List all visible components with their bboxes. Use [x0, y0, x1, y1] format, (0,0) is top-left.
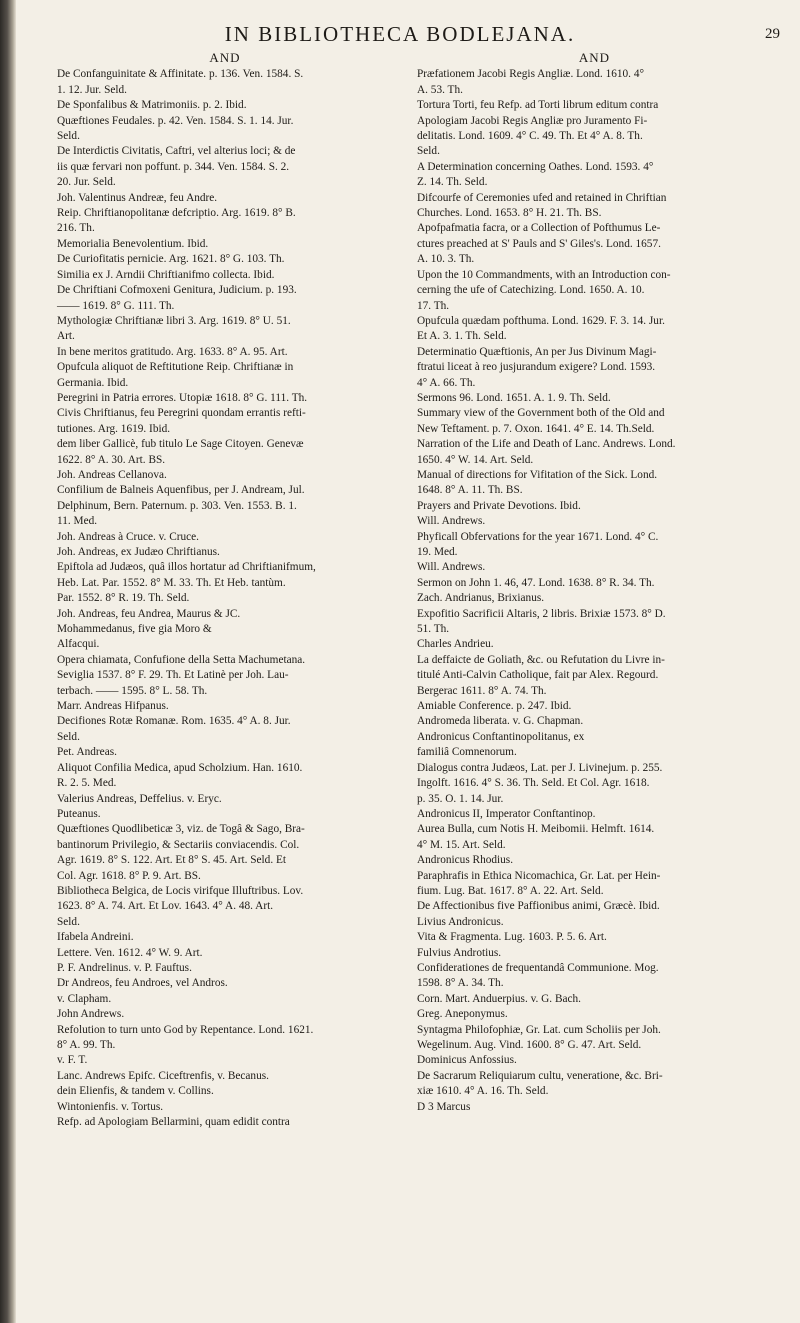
catalogue-line: 1622. 8° A. 30. Art. BS. — [57, 453, 166, 466]
catalogue-line: dein Elienfis, & tandem v. Collins. — [57, 1085, 214, 1098]
catalogue-line: Joh. Andreas Cellanova. — [57, 468, 167, 481]
catalogue-line: Aurea Bulla, cum Notis H. Meibomii. Helmft. 1614. — [417, 823, 655, 836]
catalogue-line: 216. Th. — [57, 222, 95, 235]
catalogue-line: Mythologiæ Chriftianæ libri 3. Arg. 1619. 8° U. 51. — [57, 314, 291, 327]
catalogue-line: D 3 Marcus — [417, 1100, 471, 1113]
catalogue-line: 8° A. 99. Th. — [57, 1039, 116, 1051]
catalogue-line: Joh. Andreas à Cruce. v. Cruce. — [57, 530, 200, 543]
right-column — [417, 50, 772, 1115]
catalogue-line: Andromeda liberata. v. G. Chapman. — [417, 715, 584, 728]
catalogue-line: Et A. 3. 1. Th. Seld. — [417, 330, 507, 343]
catalogue-line: 19. Med. — [417, 546, 458, 558]
catalogue-line: De Sacrarum Reliquiarum cultu, veneratione, &c. Bri- — [417, 1069, 663, 1082]
catalogue-line: Bergerac 1611. 8° A. 74. Th. — [417, 684, 547, 697]
catalogue-line: ftratui liceat à reo jusjurandum exigere? Lond. 1593. — [417, 361, 656, 374]
catalogue-line: De Sponfalibus & Matrimoniis. p. 2. Ibid. — [57, 99, 247, 112]
catalogue-line: Will. Andrews. — [417, 561, 486, 574]
catalogue-line: Marr. Andreas Hifpanus. — [57, 700, 169, 713]
book-binding-edge — [0, 0, 16, 1323]
catalogue-line: Mohammedanus, five gia Moro & — [57, 623, 212, 636]
catalogue-line: 20. Jur. Seld. — [57, 176, 116, 189]
catalogue-line: Dialogus contra Judæos, Lat. per J. Livinejum. p. 255. — [417, 761, 663, 774]
catalogue-line: Summary view of the Government both of the Old and — [417, 407, 665, 420]
catalogue-line: De Interdictis Civitatis, Caftri, vel alterius loci; & de — [57, 145, 296, 158]
catalogue-line: Will. Andrews. — [417, 515, 486, 528]
catalogue-line: Apofpafmatia facra, or a Collection of Pofthumus Le- — [417, 222, 661, 235]
catalogue-line: Puteanus. — [57, 807, 101, 820]
catalogue-line: fium. Lug. Bat. 1617. 8° A. 22. Art. Seld. — [417, 884, 604, 897]
catalogue-line: Sermons 96. Lond. 1651. A. 1. 9. Th. Seld. — [417, 391, 611, 404]
catalogue-line: —— 1619. 8° G. 111. Th. — [57, 299, 175, 312]
catalogue-line: De Affectionibus five Paffionibus animi, Græcè. Ibid. — [417, 900, 660, 913]
catalogue-line: v. Clapham. — [57, 992, 112, 1005]
catalogue-line: 51. Th. — [417, 623, 450, 636]
catalogue-line: 4° M. 15. Art. Seld. — [417, 838, 506, 851]
catalogue-line: Livius Andronicus. — [417, 915, 504, 928]
catalogue-line: Similia ex J. Arndii Chriftianifmo collecta. Ibid. — [57, 268, 275, 281]
catalogue-line: Refp. ad Apologiam Bellarmini, quam edidit contra — [57, 1116, 290, 1129]
catalogue-line: Reip. Chriftianopolitanæ defcriptio. Arg. 1619. 8° B. — [57, 207, 296, 220]
catalogue-line: Upon the 10 Commandments, with an Introduction con- — [417, 268, 671, 281]
catalogue-line: Opufcula aliquot de Reftitutione Reip. Chriftianæ in — [57, 361, 294, 374]
catalogue-line: Ingolft. 1616. 4° S. 36. Th. Seld. Et Col. Agr. 1618. — [417, 777, 650, 790]
catalogue-line: Alfacqui. — [57, 638, 100, 651]
catalogue-line: Zach. Andrianus, Brixianus. — [417, 592, 545, 605]
catalogue-line: Joh. Andreas, ex Judæo Chriftianus. — [57, 546, 220, 558]
catalogue-line: Memorialia Benevolentium. Ibid. — [57, 237, 209, 250]
catalogue-line: Civis Chriftianus, feu Peregrini quondam errantis refti- — [57, 407, 306, 420]
catalogue-line: Bibliotheca Belgica, de Locis virifque Illuftribus. Lov. — [57, 884, 304, 897]
left-column-lines — [57, 67, 393, 1130]
catalogue-line: xiæ 1610. 4° A. 16. Th. Seld. — [417, 1085, 549, 1098]
catalogue-line: Joh. Andreas, feu Andrea, Maurus & JC. — [57, 607, 241, 620]
catalogue-line: Seld. — [57, 130, 80, 143]
catalogue-line: Z. 14. Th. Seld. — [417, 176, 488, 189]
catalogue-line: Fulvius Androtius. — [417, 946, 502, 959]
catalogue-line: De Curiofitatis pernicie. Arg. 1621. 8° G. 103. Th. — [57, 253, 285, 266]
catalogue-line: iis quæ fervari non poffunt. p. 344. Ven. 1584. S. 2. — [57, 160, 290, 173]
catalogue-line: Tortura Torti, feu Refp. ad Torti librum editum contra — [417, 99, 659, 112]
catalogue-line: Amiable Conference. p. 247. Ibid. — [417, 700, 572, 713]
catalogue-line: 4° A. 66. Th. — [417, 376, 476, 389]
catalogue-line: Refolution to turn unto God by Repentance. Lond. 1621. — [57, 1023, 314, 1036]
catalogue-line: Pet. Andreas. — [57, 746, 117, 759]
catalogue-line: Prayers and Private Devotions. Ibid. — [417, 499, 581, 512]
catalogue-line: Churches. Lond. 1653. 8° H. 21. Th. BS. — [417, 207, 602, 220]
catalogue-line: Aliquot Confilia Medica, apud Scholzium. Han. 1610. — [57, 761, 303, 774]
catalogue-line: delitatis. Lond. 1609. 4° C. 49. Th. Et 4° A. 8. Th. — [417, 130, 643, 143]
left-column — [57, 50, 393, 1130]
catalogue-line: Greg. Aneponymus. — [417, 1008, 508, 1021]
catalogue-line: 1623. 8° A. 74. Art. Et Lov. 1643. 4° A. 48. Art. — [57, 900, 274, 913]
catalogue-line: 1650. 4° W. 14. Art. Seld. — [417, 453, 534, 466]
catalogue-line: Col. Agr. 1618. 8° P. 9. Art. BS. — [57, 869, 201, 882]
catalogue-line: Syntagma Philofophiæ, Gr. Lat. cum Scholiis per Joh. — [417, 1023, 661, 1036]
right-column-lines — [417, 67, 772, 1115]
catalogue-line: A. 53. Th. — [417, 83, 463, 96]
page-header — [60, 22, 780, 52]
catalogue-line: Seviglia 1537. 8° F. 29. Th. Et Latinè per Joh. Lau- — [57, 669, 289, 682]
catalogue-line: ctures preached at S' Pauls and S' Giles's. Lond. 1657. — [417, 237, 661, 250]
catalogue-line: Charles Andrieu. — [417, 638, 494, 651]
catalogue-line: Opera chiamata, Confufione della Setta Machumetana. — [57, 653, 306, 666]
catalogue-line: Agr. 1619. 8° S. 122. Art. Et 8° S. 45. Art. Seld. Et — [57, 854, 287, 867]
catalogue-line: Narration of the Life and Death of Lanc. Andrews. Lond. — [417, 438, 676, 451]
catalogue-line: 1598. 8° A. 34. Th. — [417, 977, 504, 990]
catalogue-line: titulé Anti-Calvin Catholique, fait par Alex. Regourd. — [417, 669, 659, 682]
catalogue-line: Ifabela Andreini. — [57, 931, 134, 944]
catalogue-line: Difcourfe of Ceremonies ufed and retained in Chriftian — [417, 191, 667, 204]
catalogue-line: 17. Th. — [417, 299, 450, 312]
catalogue-line: 11. Med. — [57, 515, 98, 528]
catalogue-line: cerning the ufe of Catechizing. Lond. 1650. A. 10. — [417, 284, 645, 297]
page-number: 29 — [765, 26, 780, 42]
catalogue-line: Valerius Andreas, Deffelius. v. Eryc. — [57, 792, 222, 805]
catalogue-line: Phyficall Obfervations for the year 1671. Lond. 4° C. — [417, 530, 659, 543]
catalogue-line: Andronicus Rhodius. — [417, 854, 514, 867]
catalogue-line: Lettere. Ven. 1612. 4° W. 9. Art. — [57, 946, 203, 959]
catalogue-line: Art. — [57, 330, 75, 343]
catalogue-line: Peregrini in Patria errores. Utopiæ 1618. 8° G. 111. Th. — [57, 391, 308, 404]
catalogue-line: p. 35. O. 1. 14. Jur. — [417, 792, 504, 805]
catalogue-line: Seld. — [417, 145, 440, 158]
catalogue-line: La deffaicte de Goliath, &c. ou Refutation du Livre in- — [417, 653, 665, 666]
catalogue-line: tutiones. Arg. 1619. Ibid. — [57, 422, 171, 435]
catalogue-line: New Teftament. p. 7. Oxon. 1641. 4° E. 14. Th.Seld. — [417, 422, 655, 435]
catalogue-line: De Chriftiani Cofmoxeni Genitura, Judicium. p. 193. — [57, 284, 297, 297]
catalogue-line: dem liber Gallicè, fub titulo Le Sage Citoyen. Genevæ — [57, 438, 304, 451]
catalogue-line: 1. 12. Jur. Seld. — [57, 83, 127, 96]
catalogue-line: Opufcula quædam pofthuma. Lond. 1629. F. 3. 14. Jur. — [417, 314, 665, 327]
catalogue-line: De Confanguinitate & Affinitate. p. 136. Ven. 1584. S. — [57, 68, 304, 81]
catalogue-line: Confilium de Balneis Aquenfibus, per J. Andream, Jul. — [57, 484, 305, 497]
running-title: IN BIBLIOTHECA BODLEJANA. — [224, 22, 576, 46]
catalogue-line: Seld. — [57, 915, 80, 928]
catalogue-line: Andronicus Conftantinopolitanus, ex — [417, 730, 585, 743]
catalogue-line: Dr Andreos, feu Androes, vel Andros. — [57, 977, 228, 990]
catalogue-line: terbach. —— 1595. 8° L. 58. Th. — [57, 684, 208, 697]
catalogue-line: bantinorum Privilegio, & Sectariis conviacendis. Col. — [57, 838, 300, 851]
catalogue-line: A. 10. 3. Th. — [417, 253, 475, 266]
catalogue-line: Manual of directions for Vifitation of the Sick. Lond. — [417, 468, 658, 481]
catalogue-line: R. 2. 5. Med. — [57, 777, 117, 790]
catalogue-line: Germania. Ibid. — [57, 376, 129, 389]
catalogue-line: In bene meritos gratitudo. Arg. 1633. 8° A. 95. Art. — [57, 345, 288, 358]
catalogue-line: Dominicus Anfossius. — [417, 1054, 517, 1067]
catalogue-line: Par. 1552. 8° R. 19. Th. Seld. — [57, 592, 190, 605]
catalogue-line: Epiftola ad Judæos, quâ illos hortatur ad Chriftianifmum, — [57, 561, 316, 574]
left-column-heading: AND — [209, 50, 241, 65]
catalogue-line: Determinatio Quæftionis, An per Jus Divinum Magi- — [417, 345, 657, 358]
catalogue-line: Seld. — [57, 730, 80, 743]
catalogue-line: Vita & Fragmenta. Lug. 1603. P. 5. 6. Art. — [417, 931, 607, 944]
catalogue-line: Apologiam Jacobi Regis Angliæ pro Juramento Fi- — [417, 114, 648, 127]
catalogue-line: John Andrews. — [57, 1008, 125, 1021]
catalogue-line: A Determination concerning Oathes. Lond. 1593. 4° — [417, 160, 654, 173]
right-column-heading: AND — [578, 50, 611, 65]
catalogue-line: Quæftiones Quodlibeticæ 3, viz. de Togâ & Sago, Bra- — [57, 823, 305, 836]
catalogue-line: Expofitio Sacrificii Altaris, 2 libris. Brixiæ 1573. 8° D. — [417, 607, 666, 620]
catalogue-line: Confiderationes de frequentandâ Communione. Mog. — [417, 961, 659, 974]
catalogue-line: Joh. Valentinus Andreæ, feu Andre. — [57, 191, 218, 204]
catalogue-line: Wegelinum. Aug. Vind. 1600. 8° G. 47. Art. Seld. — [417, 1039, 642, 1051]
catalogue-line: Delphinum, Bern. Paternum. p. 303. Ven. 1553. B. 1. — [57, 499, 297, 512]
catalogue-line: Wintonienfis. v. Tortus. — [57, 1100, 164, 1113]
catalogue-line: P. F. Andrelinus. v. P. Fauftus. — [57, 961, 192, 974]
catalogue-line: Andronicus II, Imperator Conftantinop. — [417, 807, 596, 820]
catalogue-line: Heb. Lat. Par. 1552. 8° M. 33. Th. Et Heb. tantùm. — [57, 576, 286, 589]
catalogue-line: Corn. Mart. Anduerpius. v. G. Bach. — [417, 992, 581, 1005]
catalogue-line: Præfationem Jacobi Regis Angliæ. Lond. 1610. 4° — [417, 68, 644, 81]
catalogue-line: Decifiones Rotæ Romanæ. Rom. 1635. 4° A. 8. Jur. — [57, 715, 291, 728]
catalogue-line: v. F. T. — [57, 1054, 88, 1067]
catalogue-line: Paraphrafis in Ethica Nicomachica, Gr. Lat. per Hein- — [417, 869, 661, 882]
catalogue-line: Quæftiones Feudales. p. 42. Ven. 1584. S. 1. 14. Jur. — [57, 114, 294, 127]
catalogue-line: Sermon on John 1. 46, 47. Lond. 1638. 8° R. 34. Th. — [417, 576, 655, 589]
catalogue-line: 1648. 8° A. 11. Th. BS. — [417, 484, 523, 497]
catalogue-line: Lanc. Andrews Epifc. Ciceftrenfis, v. Becanus. — [57, 1069, 269, 1082]
catalogue-line: familiâ Comnenorum. — [417, 746, 517, 759]
